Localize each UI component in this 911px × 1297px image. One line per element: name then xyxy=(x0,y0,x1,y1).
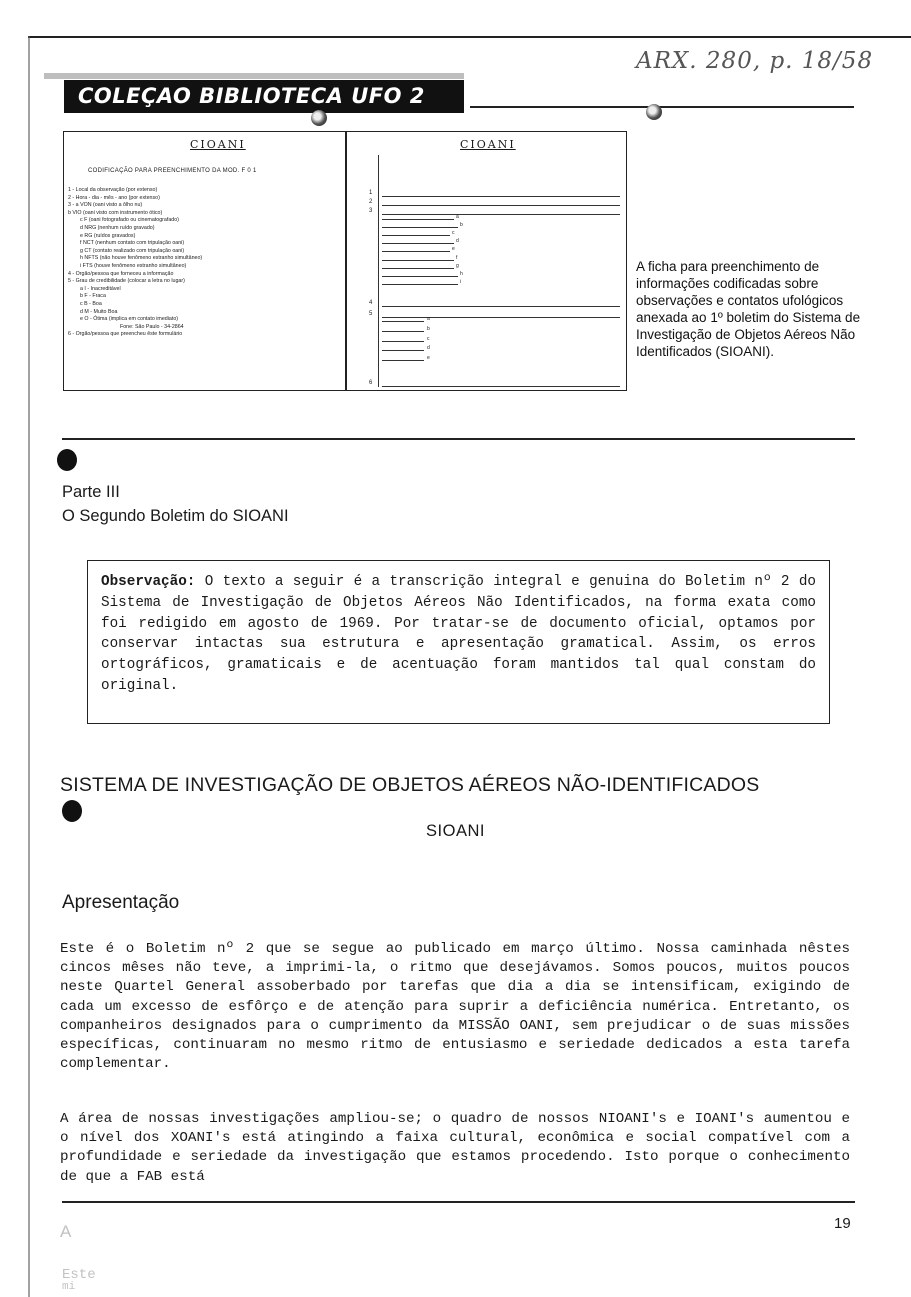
form-field-letter: c xyxy=(427,335,430,342)
form-item: 1 - Local da observação (por extenso) xyxy=(68,187,158,193)
form-blank-line xyxy=(382,219,454,220)
form-item: c F (oani fotografado ou cinematografado) xyxy=(80,217,179,224)
form-item: Fone: São Paulo - 34-2864 xyxy=(120,323,184,330)
form-blank-line xyxy=(382,214,620,215)
form-field-letter: b xyxy=(427,325,430,332)
form-field-letter: d xyxy=(456,238,459,245)
form-blank-line xyxy=(382,251,450,252)
note-body: O texto a seguir é a transcrição integral e genuina do Boletim nº 2 do Sistema de Investigação de Objetos Aéreos Não Identificados, na forma exata como foi redigido em agosto de 1969. Por tratar-se de documento oficial, optamos por conservar intactas sua estrutura e apresentação gramatical. Assim, os erros ortográficos, gramaticais e de acentuação foram mantidos tal qual constam do original. xyxy=(101,574,816,694)
form-field-number: 2 xyxy=(369,199,373,205)
form-item: b VIO (oani visto com instrumento ótico) xyxy=(68,209,163,216)
form-blank-line xyxy=(382,321,424,322)
note-label: Observação: xyxy=(101,574,196,590)
pushpin-icon xyxy=(311,110,327,126)
series-title: COLEÇAO BIBLIOTECA UFO 2 xyxy=(64,80,464,113)
form-blank-line xyxy=(382,205,620,206)
bleed-through-text: A xyxy=(60,1222,72,1241)
form-blank-line xyxy=(382,386,620,387)
form-item: 3 - a VON (oani visto a ôlho nu) xyxy=(68,202,143,209)
form-blank-line xyxy=(382,260,454,261)
form-coding-heading: CODIFICAÇÃO PARA PREENCHIMENTO DA MOD. F 0 1 xyxy=(88,168,257,174)
binder-hole xyxy=(62,800,82,822)
archive-note: ARX. 280, p. 18/58 xyxy=(636,48,874,74)
page-top-rule xyxy=(28,36,911,38)
form-item: i FTS (houve fenômeno estranho simultâneo) xyxy=(80,263,187,269)
form-item: c B - Boa xyxy=(80,301,102,307)
form-left-title: CIOANI xyxy=(190,138,246,151)
form-item: 5 - Grau de credibilidade (colocar a letra no lugar) xyxy=(68,278,185,285)
footer-rule xyxy=(62,1201,855,1203)
page-left-edge xyxy=(28,36,30,1297)
form-item: f NCT (nenhum contato com tripulação oani) xyxy=(80,240,185,247)
form-field-letter: i xyxy=(460,278,462,285)
form-field-letter: b xyxy=(460,222,463,229)
section-rule xyxy=(62,438,855,440)
part-label: Parte III xyxy=(62,483,120,501)
form-blank-line xyxy=(382,341,424,342)
form-field-number: 1 xyxy=(369,190,373,196)
form-item: d NRG (nenhum ruído gravado) xyxy=(80,225,155,231)
bleed-through-text: Este xyxy=(62,1267,96,1283)
form-blank-line xyxy=(382,268,454,269)
editorial-note xyxy=(101,572,816,697)
form-item: e O - Ótima (implica em contato imediato) xyxy=(80,316,179,323)
form-field-letter: a xyxy=(427,316,430,322)
form-field-number: 4 xyxy=(369,300,373,306)
form-field-letter: f xyxy=(456,254,458,261)
form-item: 4 - Orgão/pessoa que forneceu a informação xyxy=(68,270,174,277)
form-right-title: CIOANI xyxy=(460,138,516,151)
form-blank-line xyxy=(382,196,620,197)
body-paragraph: Este é o Boletim nº 2 que se segue ao publicado em março último. Nossa caminhada nêstes cincos mêses não teve, a imprimi-la, o ritmo que desejávamos. Somos poucos, muitos poucos neste Quartel General assoberbado por tarefas que dia a dia se intensificam, exigindo de cada um excesso de esfôrço e de atenção para suprir a deficiência numérica. Entretanto, os companheiros designados para o cumprimento da MISSÃO OANI, sem prejudicar o de suas missões específicas, continuaram no mesmo ritmo de entusiasmo e seriedade dedicados a esta tarefa complementar. xyxy=(60,941,850,1073)
bleed-through-text: mi xyxy=(62,1281,76,1293)
header-band xyxy=(44,73,464,79)
form-item: e RG (ruídos gravados) xyxy=(80,232,136,239)
form-item: g CT (contato realizado com tripulação oani) xyxy=(80,247,185,254)
document-acronym: SIOANI xyxy=(426,822,485,840)
form-blank-line xyxy=(382,306,620,307)
form-blank-line xyxy=(382,243,454,244)
page-number: 19 xyxy=(834,1215,851,1232)
form-answer-margin xyxy=(378,155,379,387)
form-blank-line xyxy=(382,350,424,351)
form-item: d M - Muito Boa xyxy=(80,308,118,315)
form-blank-line xyxy=(382,317,620,318)
form-blank-line xyxy=(382,235,450,236)
form-field-number: 6 xyxy=(369,380,373,386)
part-title: O Segundo Boletim do SIOANI xyxy=(62,507,289,525)
form-field-letter: h xyxy=(460,270,463,277)
form-blank-line xyxy=(382,284,458,285)
form-blank-line xyxy=(382,360,424,361)
form-blank-line xyxy=(382,276,458,277)
form-blank-line xyxy=(382,331,424,332)
form-field-letter: a xyxy=(456,214,459,220)
body-paragraph: A área de nossas investigações ampliou-se; o quadro de nossos NIOANI's e IOANI's aumentou e o nível dos XOANI's está atingindo a faixa cultural, econômica e social compatível com a profundidade e seriedade da investigação que estamos procedendo. Isto porque o conhecimento de que a FAB está xyxy=(60,1111,850,1185)
form-field-letter: e xyxy=(452,246,455,253)
form-field-number: 3 xyxy=(369,208,373,214)
form-field-letter: c xyxy=(452,230,455,237)
document-title: SISTEMA DE INVESTIGAÇÃO DE OBJETOS AÉREOS NÃO-IDENTIFICADOS xyxy=(60,774,760,796)
header-rule xyxy=(470,106,854,108)
form-field-letter: d xyxy=(427,345,430,352)
presentation-heading: Apresentação xyxy=(62,892,180,913)
form-item: b F - Fraca xyxy=(80,293,106,300)
form-item: h NFTS (não houve fenômeno estranho simultâneo) xyxy=(80,255,203,262)
form-item: 6 - Orgão/pessoa que preencheu êste formulário xyxy=(68,331,183,338)
form-divider xyxy=(345,131,347,391)
binder-hole xyxy=(57,449,77,471)
pushpin-icon xyxy=(646,104,662,120)
figure-caption: A ficha para preenchimento de informações codificadas sobre observações e contatos ufológicos anexada ao 1º boletim do Sistema de Investigação de Objetos Aéreos Não Identificados (SIOANI). xyxy=(636,259,861,359)
form-item: 2 - Hora - dia - mês - ano (por extenso) xyxy=(68,194,160,201)
form-blank-line xyxy=(382,227,458,228)
form-item: a I - Inacreditável xyxy=(80,285,121,292)
form-field-letter: g xyxy=(456,262,459,269)
form-field-number: 5 xyxy=(369,311,373,317)
form-field-letter: e xyxy=(427,355,430,362)
